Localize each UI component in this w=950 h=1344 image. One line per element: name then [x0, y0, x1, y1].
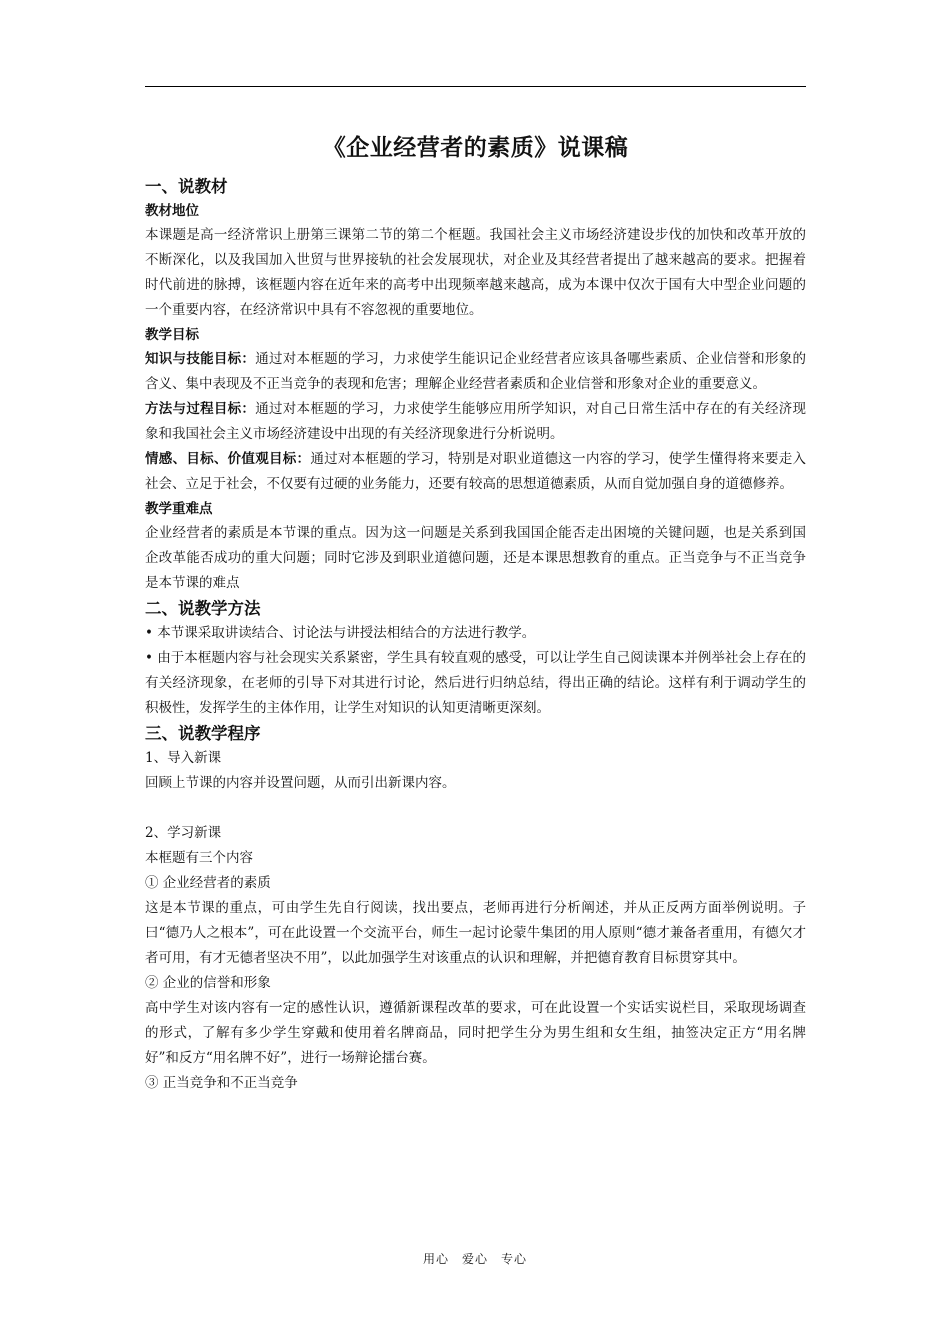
position-paragraph: 本课题是高一经济常识上册第三课第二节的第二个框题。我国社会主义市场经济建设步伐的加快和改革开放的不断深化，以及我国加入世贸与世界接轨的社会发展现状，对企业及其经营者提出了越来越高的要求。把握着时代前进的脉搏，该框题内容在近年来的高考中出现频率越来越高，成为本课中仅次于国有大中型企业问题的一个重要内容，在经济常识中具有不容忽视的重要地位。 — [145, 227, 806, 318]
goal-knowledge-text: 通过对本框题的学习，力求使学生能识记企业经营者应该具备哪些素质、企业信誉和形象的含义、集中表现及不正当竞争的表现和危害；理解企业经营者素质和企业信誉和形象对企业的重要意义。 — [145, 351, 807, 392]
section-heading-procedure: 三、说教学程序 — [145, 724, 261, 743]
method-item-1: • 本节课采取讲读结合、讨论法与讲授法相结合的方法进行教学。 — [145, 625, 536, 641]
header-rule — [145, 86, 806, 87]
key-points-paragraph: 企业经营者的素质是本节课的重点。因为这一问题是关系到我国国企能否走出困境的关键问题，也是关系到国企改革能否成功的重大问题；同时它涉及到职业道德问题，还是本课思想教育的重点。正当竞争与不正当竞争是本节课的难点 — [145, 525, 806, 591]
step-1-text: 回顾上节课的内容并设置问题，从而引出新课内容。 — [145, 775, 456, 791]
goal-knowledge — [145, 347, 806, 397]
blank-line — [145, 796, 806, 821]
goal-method-label: 方法与过程目标： — [145, 401, 256, 417]
content-1-heading: ① 企业经营者的素质 — [145, 875, 271, 891]
section-heading-methods: 二、说教学方法 — [145, 599, 261, 618]
goal-method — [145, 397, 806, 447]
subheading-position: 教材地位 — [145, 203, 199, 219]
content-2-text: 高中学生对该内容有一定的感性认识，遵循新课程改革的要求，可在此设置一个实话实说栏目，采取现场调查的形式，了解有多少学生穿戴和使用着名牌商品，同时把学生分为男生组和女生组，抽签决定正方“用名牌好”和反方“用名牌不好”，进行一场辩论擂台赛。 — [145, 1000, 806, 1066]
section-heading-textbook: 一、说教材 — [145, 177, 228, 196]
page-footer: 用心 爱心 专心 — [422, 1252, 527, 1266]
step-2-intro: 本框题有三个内容 — [145, 850, 253, 866]
method-item-2: • 由于本框题内容与社会现实关系紧密，学生具有较直观的感受，可以让学生自己阅读课本并例举社会上存在的有关经济现象，在老师的引导下对其进行讨论，然后进行归纳总结，得出正确的结论。这样有利于调动学生的积极性，发挥学生的主体作用，让学生对知识的认知更清晰更深刻。 — [145, 650, 806, 716]
document-body — [145, 128, 806, 1096]
step-1-heading: 1、导入新课 — [145, 750, 222, 766]
step-2-heading: 2、学习新课 — [145, 825, 222, 841]
goal-emotion-text: 通过对本框题的学习，特别是对职业道德这一内容的学习，使学生懂得将来要走入社会、立足于社会，不仅要有过硬的业务能力，还要有较高的思想道德素质，从而自觉加强自身的道德修养。 — [145, 451, 807, 492]
goal-emotion-label: 情感、目标、价值观目标： — [145, 451, 311, 467]
goal-emotion — [145, 447, 806, 497]
content-1-text: 这是本节课的重点，可由学生先自行阅读，找出要点，老师再进行分析阐述，并从正反两方面举例说明。子曰“德乃人之根本”，可在此设置一个交流平台，师生一起讨论蒙牛集团的用人原则“德才兼备者重用，有德欠才者可用，有才无德者坚决不用”，以此加强学生对该重点的认识和理解，并把德育教育目标贯穿其中。 — [145, 900, 806, 966]
content-3-heading: ③ 正当竞争和不正当竞争 — [145, 1075, 298, 1091]
subheading-key-points: 教学重难点 — [145, 501, 213, 517]
document-title: 《企业经营者的素质》说课稿 — [322, 135, 629, 161]
goal-knowledge-label: 知识与技能目标： — [145, 351, 256, 367]
content-2-heading: ② 企业的信誉和形象 — [145, 975, 271, 991]
subheading-goals: 教学目标 — [145, 327, 199, 343]
goal-method-text: 通过对本框题的学习，力求使学生能够应用所学知识，对自己日常生活中存在的有关经济现象和我国社会主义市场经济建设中出现的有关经济现象进行分析说明。 — [145, 401, 807, 442]
